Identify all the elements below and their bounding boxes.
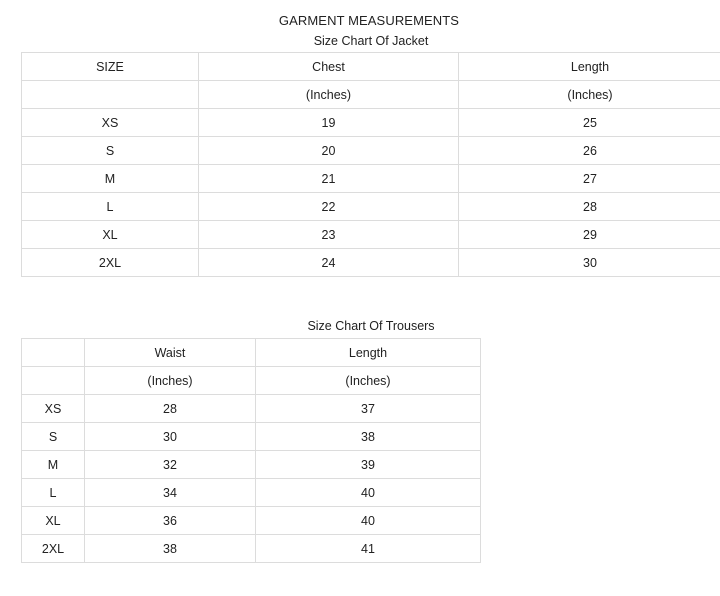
length-cell: 25 [459, 109, 720, 137]
size-cell: XS [22, 109, 199, 137]
chest-cell: 23 [199, 221, 459, 249]
length-cell: 41 [256, 535, 481, 563]
waist-cell: 32 [85, 451, 256, 479]
length-cell: 40 [256, 507, 481, 535]
size-cell: S [22, 137, 199, 165]
chest-cell: 21 [199, 165, 459, 193]
table-units-row [22, 367, 481, 395]
length-cell: 39 [256, 451, 481, 479]
header-size: SIZE [22, 53, 199, 81]
table-row [22, 109, 720, 137]
table-header-row [22, 339, 481, 367]
chest-cell: 19 [199, 109, 459, 137]
units-length: (Inches) [459, 81, 720, 109]
waist-cell: 30 [85, 423, 256, 451]
waist-cell: 36 [85, 507, 256, 535]
table-row [22, 507, 481, 535]
waist-cell: 38 [85, 535, 256, 563]
table-row [22, 249, 720, 277]
size-cell: 2XL [22, 249, 199, 277]
length-cell: 28 [459, 193, 720, 221]
jacket-size-table [21, 52, 720, 277]
length-cell: 27 [459, 165, 720, 193]
table-row [22, 137, 720, 165]
size-cell: L [22, 479, 85, 507]
units-chest: (Inches) [199, 81, 459, 109]
size-cell: XL [22, 221, 199, 249]
table-row [22, 479, 481, 507]
units-length: (Inches) [256, 367, 481, 395]
length-cell: 38 [256, 423, 481, 451]
table-row [22, 221, 720, 249]
size-cell: 2XL [22, 535, 85, 563]
chest-cell: 22 [199, 193, 459, 221]
table-row [22, 423, 481, 451]
chest-cell: 20 [199, 137, 459, 165]
units-size [22, 81, 199, 109]
table-row [22, 395, 481, 423]
length-cell: 40 [256, 479, 481, 507]
page-title: GARMENT MEASUREMENTS [278, 13, 460, 28]
trousers-size-table [21, 338, 481, 563]
table-header-row [22, 53, 720, 81]
header-waist: Waist [85, 339, 256, 367]
size-cell: XS [22, 395, 85, 423]
header-length: Length [459, 53, 720, 81]
size-cell: M [22, 165, 199, 193]
table-row [22, 535, 481, 563]
table-row [22, 165, 720, 193]
header-length: Length [256, 339, 481, 367]
header-size [22, 339, 85, 367]
length-cell: 26 [459, 137, 720, 165]
jacket-chart-title: Size Chart Of Jacket [313, 34, 429, 48]
units-waist: (Inches) [85, 367, 256, 395]
table-row [22, 193, 720, 221]
units-size [22, 367, 85, 395]
length-cell: 29 [459, 221, 720, 249]
size-cell: XL [22, 507, 85, 535]
size-cell: L [22, 193, 199, 221]
length-cell: 37 [256, 395, 481, 423]
table-units-row [22, 81, 720, 109]
size-cell: M [22, 451, 85, 479]
table-row [22, 451, 481, 479]
size-cell: S [22, 423, 85, 451]
waist-cell: 34 [85, 479, 256, 507]
header-chest: Chest [199, 53, 459, 81]
waist-cell: 28 [85, 395, 256, 423]
trousers-chart-title: Size Chart Of Trousers [307, 319, 435, 333]
chest-cell: 24 [199, 249, 459, 277]
length-cell: 30 [459, 249, 720, 277]
